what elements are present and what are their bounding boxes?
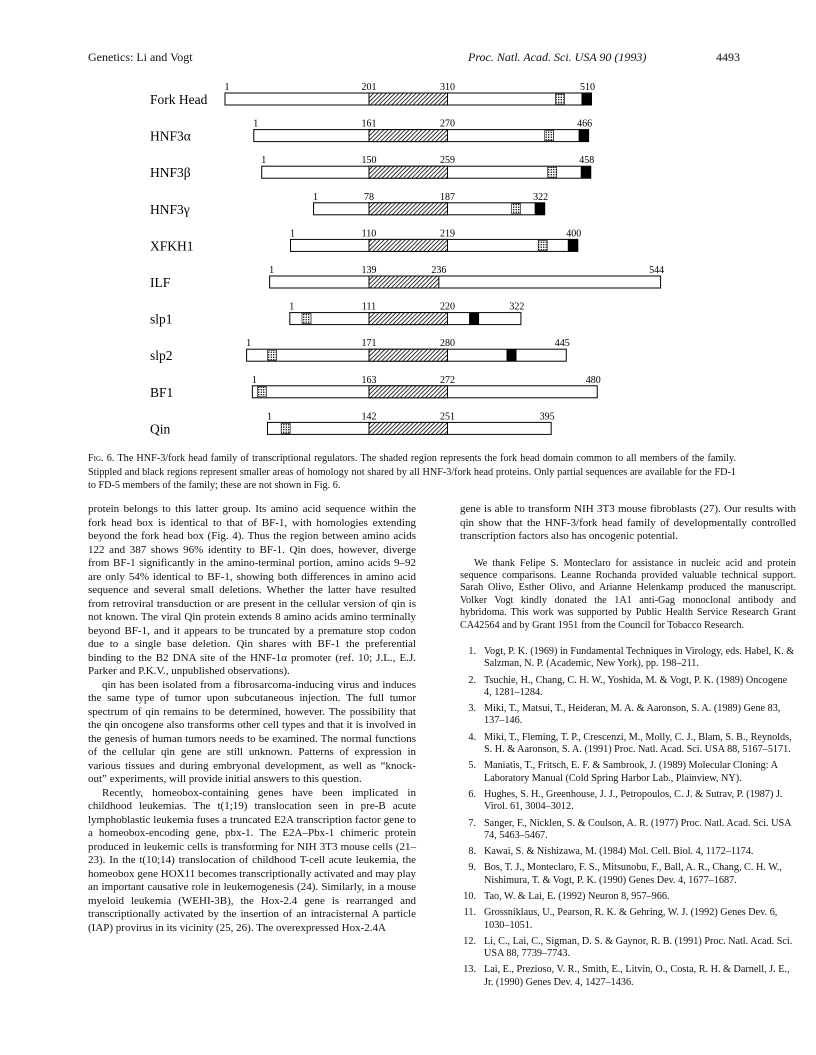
domain-start-label: 78	[364, 191, 374, 203]
start-position-label: 1	[251, 374, 257, 386]
start-position-label: 1	[290, 228, 296, 240]
right-column	[460, 503, 796, 993]
domain-end-label: 259	[439, 155, 455, 167]
black-region	[507, 349, 517, 361]
black-region	[568, 239, 578, 251]
protein-name: HNF3γ	[150, 201, 190, 217]
caption-label: Fig. 6.	[88, 453, 115, 464]
reference-item: 13. Lai, E., Prezioso, V. R., Smith, E., Litvin, O., Costa, R. H. & Darnell, J. E., Jr. (1990) Genes Dev. 4, 1427–1436.	[463, 964, 790, 988]
protein-name: Qin	[150, 421, 171, 437]
fork-head-domain	[369, 386, 447, 398]
domain-end-label: 280	[439, 338, 455, 350]
left-column	[88, 503, 416, 935]
end-position-label: 322	[509, 301, 525, 313]
reference-item: 3. Miki, T., Matsui, T., Heideran, M. A. & Aaronson, S. A. (1989) Gene 83, 137–146.	[468, 703, 781, 727]
body-paragraph: protein belongs to this latter group. Its amino acid sequence within the fork head box is identical to that of BF-1, with homologies extending beyond the fork head box (Fig. 4). Thus the region between amino acids 122 and 387 shows 96% identity to BF-1. Qin does, however, diverge from BF-1 significantly in the amino-terminal portion, amino acids 9–92 are only 54% identical to BF-1, showing both differences in amino acid sequence and several small deletions. Whether the latter have resulted from retroviral transduction or are present in the cellular version of qin is not known. The viral Qin protein extends 8 amino acids amino terminally beyond BF-1, and it appears to be truncated by a premature stop codon due to a single base deletion. Qin shares with BF-1 the preferential binding to the B2 DNA site of the HNF-1α promoter (ref. 10; J.L., E.J. Parker and P.K.V., unpublished observations).	[88, 503, 416, 677]
body-paragraph: gene is able to transform NIH 3T3 mouse fibroblasts (27). Our results with qin show that the HNF-3/fork head family of developmentally controlled transcription factors also has oncogenic potential.	[460, 503, 796, 542]
protein-name: HNF3α	[150, 128, 191, 144]
start-position-label: 1	[313, 191, 319, 203]
reference-item: 11. Grossniklaus, U., Pearson, R. K. & Gehring, W. J. (1992) Genes Dev. 6, 1030–1051.	[463, 907, 778, 931]
domain-start-label: 163	[361, 374, 377, 386]
fork-head-domain	[369, 422, 447, 434]
domain-start-label: 201	[361, 82, 377, 93]
black-region	[535, 203, 545, 215]
protein-bar	[270, 276, 661, 288]
domain-start-label: 139	[361, 265, 377, 276]
domain-end-label: 270	[439, 118, 455, 130]
fork-head-domain	[369, 313, 447, 325]
end-position-label: 510	[579, 82, 595, 93]
fork-head-domain	[369, 130, 447, 142]
stippled-region	[281, 423, 290, 433]
reference-item: 7. Sanger, F., Nicklen, S. & Coulson, A. R. (1977) Proc. Natl. Acad. Sci. USA 74, 5463–5467.	[468, 817, 791, 841]
start-position-label: 1	[253, 118, 259, 130]
figure-caption	[88, 452, 736, 493]
stippled-region	[257, 387, 266, 397]
protein-name: slp1	[150, 311, 173, 327]
black-region	[469, 313, 479, 325]
fork-head-domain	[369, 166, 447, 178]
end-position-label: 395	[539, 411, 555, 423]
acknowledgments: We thank Felipe S. Monteclaro for assistance in nucleic acid and protein sequence comparisons. Leanne Rochanda provided valuable technical support. Sarah Olivo, Esther Olivo, and Arianne Helenkamp produced the manuscript. Volker Vogt kindly donated the 1A1 anti-Gag monoclonal antibody and hybridoma. This work was supported by Public Health Service Research Grant CA42564 and by Grant 1951 from the Council for Tobacco Research.	[460, 557, 796, 631]
end-position-label: 445	[554, 338, 570, 350]
reference-list	[460, 646, 796, 989]
domain-end-label: 272	[439, 374, 455, 386]
fork-head-domain	[369, 276, 439, 288]
stippled-region	[548, 167, 557, 177]
end-position-label: 458	[579, 155, 595, 167]
start-position-label: 1	[246, 338, 252, 350]
protein-name: slp2	[150, 348, 173, 364]
reference-item: 6. Hughes, S. H., Greenhouse, J. J., Petropoulos, C. J. & Sutrav, P. (1987) J. Virol. 61, 3004–3012.	[468, 788, 783, 813]
reference-item: 9. Bos, T. J., Monteclaro, F. S., Mitsunobu, F., Ball, A. R., Chang, C. H. W., Nishimura, T. & Vogt, P. K. (1990) Genes Dev. 4, 1677–1687.	[468, 862, 782, 886]
stippled-region	[545, 131, 554, 141]
fork-head-domain	[369, 203, 447, 215]
reference-item: 12. Li, C., Lai, C., Sigman, D. S. & Gaynor, R. B. (1991) Proc. Natl. Acad. Sci. USA 88, 7739–7743.	[463, 935, 793, 960]
protein-name: Fork Head	[150, 92, 208, 107]
start-position-label: 1	[266, 411, 272, 423]
domain-start-label: 111	[361, 301, 377, 313]
protein-name: ILF	[150, 275, 171, 290]
domain-start-label: 142	[361, 411, 377, 423]
reference-item: 10. Tao, W. & Lai, E. (1992) Neuron 8, 957–966.	[463, 890, 670, 902]
domain-end-label: 220	[439, 301, 455, 313]
protein-name: HNF3β	[150, 165, 191, 181]
black-region	[581, 93, 591, 105]
reference-item: 4. Miki, T., Fleming, T. P., Crescenzi, M., Molly, C. J., Blam, S. B., Reynolds, S. H. & Aaronson, S. A. (1991) Proc. Natl. Acad. Sci. USA 88, 5167–5171.	[468, 731, 792, 756]
domain-end-label: 219	[439, 228, 455, 240]
stippled-region	[555, 94, 564, 104]
fork-head-domain	[369, 349, 447, 361]
protein-name: XFKH1	[150, 238, 194, 254]
stippled-region	[512, 204, 521, 214]
end-position-label: 400	[566, 228, 582, 240]
reference-item: 8. Kawai, S. & Nishizawa, M. (1984) Mol. Cell. Biol. 4, 1172–1174.	[468, 846, 754, 858]
page-number: 4493	[716, 50, 740, 64]
stippled-region	[302, 314, 311, 324]
domain-end-label: 187	[439, 191, 455, 203]
protein-domain-figure	[0, 76, 816, 446]
start-position-label: 1	[269, 265, 275, 276]
journal-citation: Proc. Natl. Acad. Sci. USA 90 (1993)	[468, 50, 647, 64]
reference-item: 5. Maniatis, T., Fritsch, E. F. & Sambrook, J. (1989) Molecular Cloning: A Laboratory Manual (Cold Spring Harbor Lab., Plainview, NY).	[468, 760, 778, 784]
protein-name: BF1	[150, 384, 174, 400]
domain-end-label: 251	[439, 411, 455, 423]
body-paragraph: Recently, homeobox-containing genes have been implicated in childhood leukemias. The t(1;19) translocation seen in pre-B acute lymphoblastic leukemia fuses a truncated E2A transcription factor gene to a homeobox-encoding gene, pbx-1. The E2A–Pbx-1 chimeric protein produced in leukemic cells is transforming for NIH 3T3 mouse cells (21–23). In the t(10;14) translocation of childhood T-cell acute leukemia, the homeobox gene HOX11 becomes transcriptionally activated and may play an important causative role in leukemogenesis (24). Similarly, in a mouse myeloid leukemia (WEHI-3B), the Hox-2.4 gene is rearranged and transcriptionally activated by the insertion of an intracisternal A particle (IAP) provirus in its vicinity (25, 26). The overexpressed Hox-2.4A	[88, 786, 416, 934]
domain-start-label: 110	[361, 228, 377, 240]
black-region	[579, 130, 589, 142]
fork-head-domain	[369, 93, 447, 105]
stippled-region	[267, 350, 276, 360]
domain-end-label: 310	[439, 82, 455, 93]
end-position-label: 466	[577, 118, 593, 130]
fork-head-domain	[369, 239, 447, 251]
body-paragraph: qin has been isolated from a fibrosarcoma-inducing virus and induces the same type of tumor upon subcutaneous injection. The full tumor spectrum of qin remains to be determined, however. The possibility that the qin oncogene also transforms other cell types and that it is involved in the genesis of human tumors needs to be examined. The normal functions of the cellular qin gene are still unknown. Patterns of expression in various tissues and during embryonal development, as well as “knock-out” experiments, will provide initial answers to this question.	[88, 678, 416, 785]
reference-item: 1. Vogt, P. K. (1969) in Fundamental Techniques in Virology, eds. Habel, K. & Salzman, N. P. (Academic, New York), pp. 198–211.	[468, 645, 795, 670]
end-position-label: 544	[649, 265, 665, 276]
domain-start-label: 171	[361, 338, 377, 350]
end-position-label: 322	[533, 191, 549, 203]
reference-item: 2. Tsuchie, H., Chang, C. H. W., Yoshida, M. & Vogt, P. K. (1989) Oncogene 4, 1281–1284.	[468, 674, 788, 698]
start-position-label: 1	[261, 155, 267, 167]
start-position-label: 1	[224, 82, 230, 93]
domain-start-label: 161	[361, 118, 377, 130]
domain-end-label: 236	[431, 265, 447, 276]
black-region	[581, 166, 591, 178]
caption-text: The HNF-3/fork head family of transcriptional regulators. The shaded region represents the fork head domain common to all members of the family. Stippled and black regions represent smaller areas of homology not shared by all HNF-3/fork head proteins. Only partial sequences are available for the FD-1 to FD-5 members of the family; these are not shown in Fig. 6.	[88, 453, 736, 491]
start-position-label: 1	[289, 301, 295, 313]
running-header: Genetics: Li and Vogt	[88, 50, 193, 64]
stippled-region	[538, 240, 547, 250]
end-position-label: 480	[585, 374, 601, 386]
domain-start-label: 150	[361, 155, 377, 167]
